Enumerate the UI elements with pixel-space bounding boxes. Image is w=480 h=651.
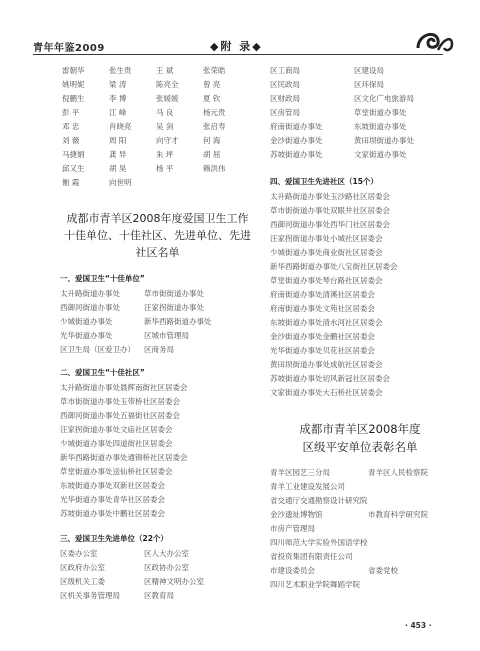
unit-name: 区级机关工委 [60, 577, 105, 586]
list-item: 西御河街道办事处西华门社区居委会 [270, 220, 390, 229]
list-item [60, 575, 255, 589]
person-name: 雷朝华 [62, 66, 85, 75]
names-row [62, 134, 255, 148]
unit-name: 区房管局 [270, 108, 300, 117]
right-pairs-list [270, 64, 450, 162]
unit-name: 金沙遗址博物馆 [270, 510, 323, 519]
unit-name: 黄田坝街道办事处 [354, 136, 414, 145]
unit-name: 区委办公室 [60, 549, 98, 558]
unit-name: 区财政局 [270, 94, 300, 103]
list-item: 府南街道办事处清溪社区居委会 [270, 290, 375, 299]
page-header [0, 0, 480, 58]
section4-list [270, 190, 450, 400]
person-name: 梁 涛 [109, 80, 127, 89]
list-item: 草市街街道办事处双眼井社区居委会 [270, 206, 390, 215]
person-name [156, 176, 203, 190]
list-item [60, 547, 255, 561]
unit-name: 省委党校 [368, 566, 398, 575]
unit-name: 光华街道办事处 [60, 331, 113, 340]
list-item [270, 92, 450, 106]
unit-name: 汪家拐街道办事处 [144, 303, 204, 312]
list-item: 黄田坝街道办事处成航社区居委会 [270, 360, 383, 369]
header-rule [33, 54, 443, 55]
list-item [60, 329, 255, 343]
unit-name: 区商务局 [144, 345, 174, 354]
list-item [270, 148, 450, 162]
names-row [62, 64, 255, 78]
list-item: 西御河街道办事处五福街社区居委会 [60, 411, 180, 420]
unit-name: 四川师范大学实验外国语学校 [270, 538, 368, 547]
list-item: 太升路街道办事处晨辉南街社区居委会 [60, 383, 188, 392]
list-item [270, 106, 450, 120]
names-row [62, 120, 255, 134]
person-name: 张启寿 [203, 122, 226, 131]
person-name: 何 海 [203, 136, 221, 145]
list-item: 府南街道办事处文苑社区居委会 [270, 304, 375, 313]
list-item: 新华西路街道办事处八宝街社区居委会 [270, 262, 398, 271]
person-name: 邓 忠 [62, 122, 80, 131]
list-item [270, 550, 450, 564]
names-row [62, 92, 255, 106]
person-name: 姚明妮 [62, 80, 85, 89]
names-row [62, 78, 255, 92]
list-item: 文家街道办事处大石桥社区居委会 [270, 388, 383, 397]
person-name: 王 斌 [156, 66, 174, 75]
section2-title: 二、爱国卫生“十佳社区” [60, 368, 145, 377]
unit-name: 市建设委员会 [270, 566, 315, 575]
person-name: 邱又生 [62, 164, 85, 173]
list-item [60, 589, 255, 603]
list-item [270, 78, 450, 92]
list-item: 苏坡街道办事处中鹏社区居委会 [60, 509, 165, 518]
person-name [203, 176, 250, 190]
unit-name: 区政府办公室 [60, 563, 105, 572]
list-item: 少城街道办事处四道街社区居委会 [60, 439, 173, 448]
unit-name: 少城街道办事处 [60, 317, 113, 326]
list-item [270, 466, 450, 480]
list-item [270, 508, 450, 522]
list-item: 东坡街道办事处清水河社区居委会 [270, 318, 383, 327]
person-name: 肖晓亮 [109, 122, 132, 131]
list-item [60, 301, 255, 315]
swirl-logo-icon [414, 26, 454, 56]
list-item [270, 120, 450, 134]
list-item: 汪家拐街道办事处文庙社区居委会 [60, 425, 173, 434]
person-name: 马 良 [156, 108, 174, 117]
list-item: 少城街道办事处商业街社区居委会 [270, 248, 383, 257]
list-item: 东坡街道办事处双新社区居委会 [60, 481, 165, 490]
person-name: 张荣皓 [203, 66, 226, 75]
person-name: 李 博 [109, 94, 127, 103]
safety-list [270, 466, 450, 592]
unit-name: 金沙街道办事处 [270, 136, 323, 145]
section4-title: 四、爱国卫生先进社区（15个） [270, 177, 378, 186]
list-item [60, 561, 255, 575]
list-item: 草市街街道办事处玉带桥社区居委会 [60, 397, 180, 406]
section3-title: 三、爱国卫生先进单位（22个） [60, 534, 168, 543]
list-item [270, 480, 450, 494]
list-item: 汪家拐街道办事处小城社区居委会 [270, 234, 383, 243]
person-name: 张生贵 [109, 66, 132, 75]
names-row [62, 106, 255, 120]
yearbook-title: 青年年鉴2009 [33, 43, 105, 54]
unit-name: 区建设局 [354, 66, 384, 75]
list-item: 金沙街道办事处金鹏社区居委会 [270, 332, 375, 341]
person-name: 陈亮全 [156, 80, 179, 89]
unit-name: 区卫生局（区爱卫办） [60, 345, 135, 354]
list-item: 光华街道办事处贝花社区居委会 [270, 346, 375, 355]
person-name: 倪鹏生 [62, 94, 85, 103]
person-name: 向世明 [109, 178, 132, 187]
unit-name: 四川艺术职业学院舞蹈学院 [270, 580, 360, 589]
unit-name: 省交通厅交通勘察设计研究院 [270, 496, 368, 505]
unit-name: 青羊区人民检察院 [368, 468, 428, 477]
unit-name: 青羊区园艺三分局 [270, 468, 330, 477]
person-name: 彭 平 [62, 108, 80, 117]
unit-name: 区人大办公室 [144, 549, 189, 558]
unit-name: 区精神文明办公室 [144, 577, 204, 586]
person-name: 周 阳 [109, 136, 127, 145]
section2-list [60, 381, 255, 521]
person-name: 江 峰 [109, 108, 127, 117]
unit-name: 省投资集团有限责任公司 [270, 552, 353, 561]
second-title [270, 420, 450, 456]
person-name: 朱 坪 [156, 150, 174, 159]
unit-name: 草市街街道办事处 [144, 289, 204, 298]
main-title [60, 210, 255, 261]
second-title-line2: 区级平安单位表彰名单 [302, 440, 418, 454]
names-row [62, 162, 255, 176]
main-title-line1: 成都市青羊区2008年度爱国卫生工作 [66, 212, 249, 225]
section3-list [60, 547, 255, 603]
unit-name: 区城市管理局 [144, 331, 189, 340]
unit-name: 区环保局 [354, 80, 384, 89]
unit-name: 区民政局 [270, 80, 300, 89]
names-grid [62, 64, 255, 190]
unit-name: 太升路街道办事处 [60, 289, 120, 298]
list-item [60, 343, 255, 357]
person-name: 曾 亮 [203, 80, 221, 89]
list-item [60, 287, 255, 301]
person-name: 刘 薇 [62, 136, 80, 145]
right-column [270, 64, 450, 592]
person-name: 衡 霞 [62, 178, 80, 187]
unit-name: 区机关事务管理局 [60, 591, 120, 600]
section-title: ◆附 录◆ [210, 40, 263, 53]
person-name: 杨元贵 [203, 108, 226, 117]
names-row [62, 176, 255, 190]
unit-name: 区政协办公室 [144, 563, 189, 572]
unit-name: 新华西路街道办事处 [144, 317, 212, 326]
second-title-line1: 成都市青羊区2008年度 [299, 422, 421, 436]
list-item: 草堂街道办事处琴台路社区居委会 [270, 276, 383, 285]
section1-list [60, 287, 255, 357]
list-item: 苏坡街道办事处切风新冠社区居委会 [270, 374, 390, 383]
list-item: 太升路街道办事处玉沙路社区居委会 [270, 192, 390, 201]
unit-name: 东坡街道办事处 [354, 122, 407, 131]
unit-name: 市教育科学研究院 [368, 510, 428, 519]
person-name: 杨 平 [156, 164, 174, 173]
unit-name: 青羊工业建设发展公司 [270, 482, 345, 491]
list-item [270, 134, 450, 148]
list-item: 光华街道办事处青华社区居委会 [60, 495, 165, 504]
unit-name: 文家街道办事处 [354, 150, 407, 159]
list-item [270, 64, 450, 78]
list-item [270, 522, 450, 536]
unit-name: 区文化广电旅游局 [354, 94, 414, 103]
list-item [270, 536, 450, 550]
person-name: 向守才 [156, 136, 179, 145]
list-item: 草堂街道办事处送仙桥社区居委会 [60, 467, 173, 476]
person-name: 夏 钦 [203, 94, 221, 103]
person-name: 吴 剑 [156, 122, 174, 131]
person-name: 赖洪伟 [203, 164, 226, 173]
list-item: 新华西路街道办事处通锦桥社区居委会 [60, 453, 188, 462]
list-item [270, 564, 450, 578]
names-row [62, 148, 255, 162]
person-name: 龚 异 [109, 150, 127, 159]
unit-name: 区教育局 [144, 591, 174, 600]
unit-name: 苏坡街道办事处 [270, 150, 323, 159]
unit-name: 府南街道办事处 [270, 122, 323, 131]
list-item [270, 578, 450, 592]
list-item [270, 494, 450, 508]
list-item [60, 315, 255, 329]
left-column [60, 64, 255, 603]
person-name: 马捷娟 [62, 150, 85, 159]
unit-name: 草堂街道办事处 [354, 108, 407, 117]
person-name: 胡 昊 [109, 164, 127, 173]
page-number: · 453 · [405, 621, 432, 630]
person-name: 胡 屈 [203, 150, 221, 159]
unit-name: 西御河街道办事处 [60, 303, 120, 312]
unit-name: 区工商局 [270, 66, 300, 75]
unit-name: 市房产管理局 [270, 524, 315, 533]
person-name: 张媛媛 [156, 94, 179, 103]
section1-title: 一、爱国卫生“十佳单位” [60, 274, 145, 283]
main-title-line2: 十佳单位、十佳社区、先进单位、先进社区名单 [64, 229, 251, 259]
